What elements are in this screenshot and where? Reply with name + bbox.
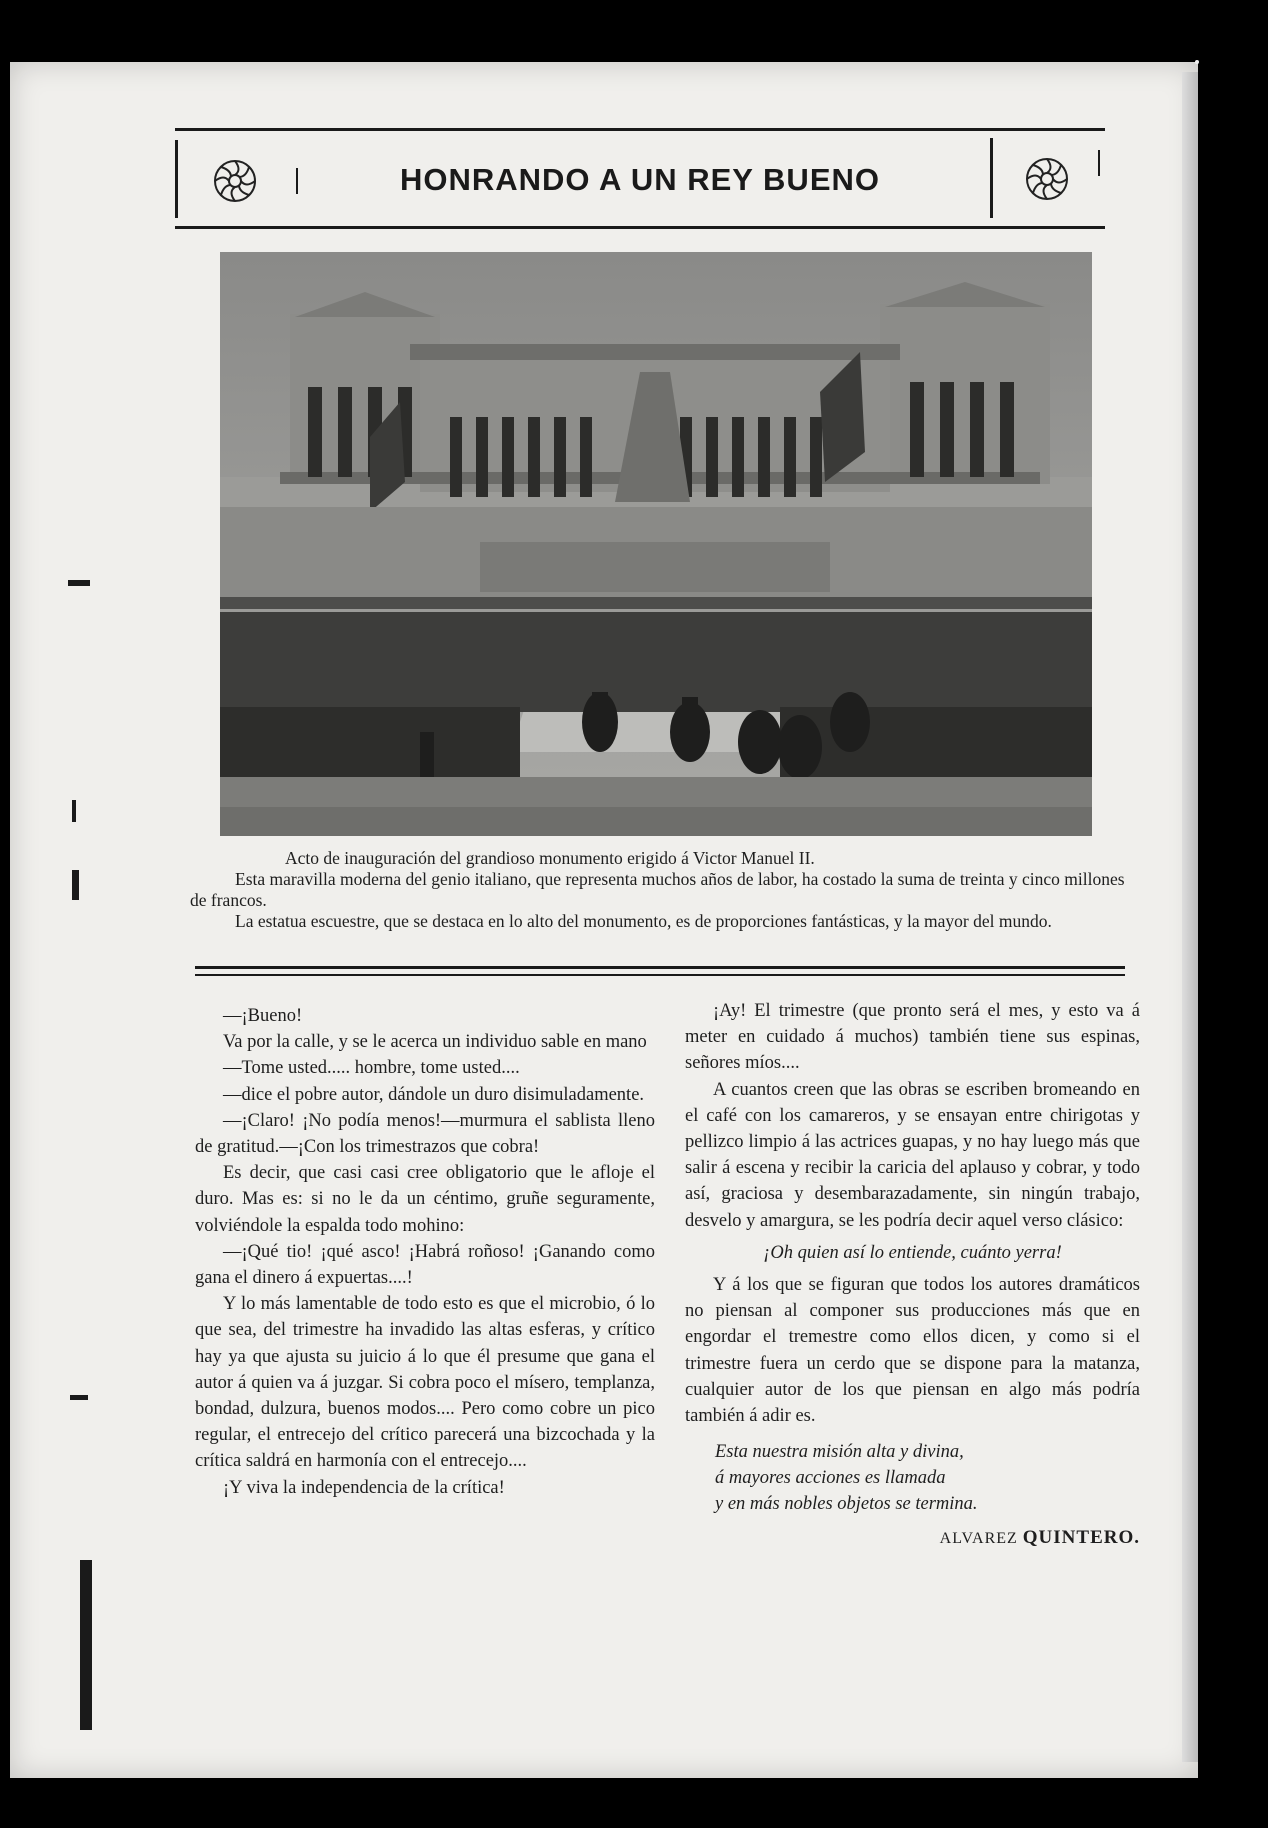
quoted-verse: ¡Oh quien así lo entiende, cuánto yerra!	[763, 1242, 1062, 1263]
verse-line: Esta nuestra misión alta y divina,	[715, 1442, 964, 1463]
section-rule-top	[195, 966, 1125, 969]
author-last-name: QUINTERO.	[1022, 1527, 1140, 1549]
header-bottom-rule	[175, 226, 1105, 229]
verse-line: y en más nobles objetos se termina.	[715, 1494, 978, 1515]
paragraph: —Tome usted..... hombre, tome usted....	[223, 1058, 520, 1079]
paragraph: Y á los que se figuran que todos los autores dramáticos no piensan al componer sus producciones más que en engordar el tremestre como ellos dicen, y como si el trimestre fuera un cerdo que se dispone para la matanza, cualquier autor de los que piensan en algo más podría también á adir es.	[685, 1275, 1140, 1427]
paragraph: A cuantos creen que las obras se escriben bromeando en el café con los camareros, y se ensayan entre chirigotas y pellizco limpio á las actrices guapas, y no hay luego más que salir á escena y recibir la caricia del aplauso y cobrar, y todo así, graciosa y desembarazadamente, sin ningún trabajo, desvelo y amargura, se les podría decir aquel verso clásico:	[685, 1079, 1140, 1231]
binding-mark	[80, 1560, 92, 1730]
paragraph: —dice el pobre autor, dándole un duro disimuladamente.	[223, 1084, 645, 1105]
author-first-name: ALVAREZ	[939, 1530, 1018, 1548]
section-rule-bottom	[195, 974, 1125, 976]
paragraph: ¡Ay! El trimestre (que pronto será el mes, y esto va á meter en cuidado á muchos) también tiene sus espinas, señores míos....	[685, 1001, 1140, 1074]
header	[175, 140, 1105, 220]
closing-verse	[685, 1439, 1140, 1517]
paragraph: Y lo más lamentable de todo esto es que el microbio, ó lo que sea, del trimestre ha invadido las altas esferas, y crítico hay ya que ajusta su juicio á lo que él presume que gana el autor á quien va á juzgar. Si cobra poco el mísero, templanza, bondad, dulzura, buenos modos.... Pero como cobre un pico regular, el entrecejo del crítico parecerá una bizcochada y la crítica saldrá en harmonía con el entrecejo....	[195, 1294, 655, 1472]
author-signature	[685, 1525, 1140, 1552]
binding-mark	[72, 870, 79, 900]
article-left-column	[195, 1003, 655, 1501]
photo-caption	[190, 848, 1125, 932]
rosette-right-icon	[1024, 156, 1070, 202]
binding-mark	[70, 1395, 88, 1400]
caption-paragraph-2: La estatua escuestre, que se destaca en lo alto del monumento, es de proporciones fantásticas, y la mayor del mundo.	[235, 911, 1052, 931]
paragraph: —¡Qué tio! ¡qué asco! ¡Habrá roñoso! ¡Ganando como gana el dinero á expuertas....!	[195, 1241, 655, 1289]
paragraph: Va por la calle, y se le acerca un individuo sable en mano	[223, 1032, 647, 1053]
paragraph: ¡Y viva la independencia de la crítica!	[223, 1477, 505, 1498]
caption-first-line: Acto de inauguración del grandioso monumento erigido á Victor Manuel II.	[285, 848, 815, 868]
monument-photo	[220, 252, 1092, 836]
binding-mark	[72, 800, 76, 822]
paragraph: Es decir, que casi casi cree obligatorio que le afloje el duro. Mas es: si no le da un céntimo, gruñe seguramente, volviéndole la espalda todo mohino:	[195, 1163, 655, 1236]
verse-line: á mayores acciones es llamada	[715, 1468, 946, 1489]
page-title: HONRANDO A UN REY BUENO	[400, 162, 880, 197]
paragraph: —¡Claro! ¡No podía menos!—murmura el sablista lleno de gratitud.—¡Con los trimestrazos que cobra!	[195, 1110, 655, 1158]
caption-paragraph-1: Esta maravilla moderna del genio italiano, que representa muchos años de labor, ha costado la suma de treinta y cinco millones de francos.	[190, 869, 1125, 910]
article-right-column	[685, 998, 1140, 1552]
rosette-left-icon	[212, 158, 258, 204]
binding-mark	[68, 580, 90, 586]
header-top-rule	[175, 128, 1105, 131]
paragraph: —¡Bueno!	[223, 1006, 303, 1026]
